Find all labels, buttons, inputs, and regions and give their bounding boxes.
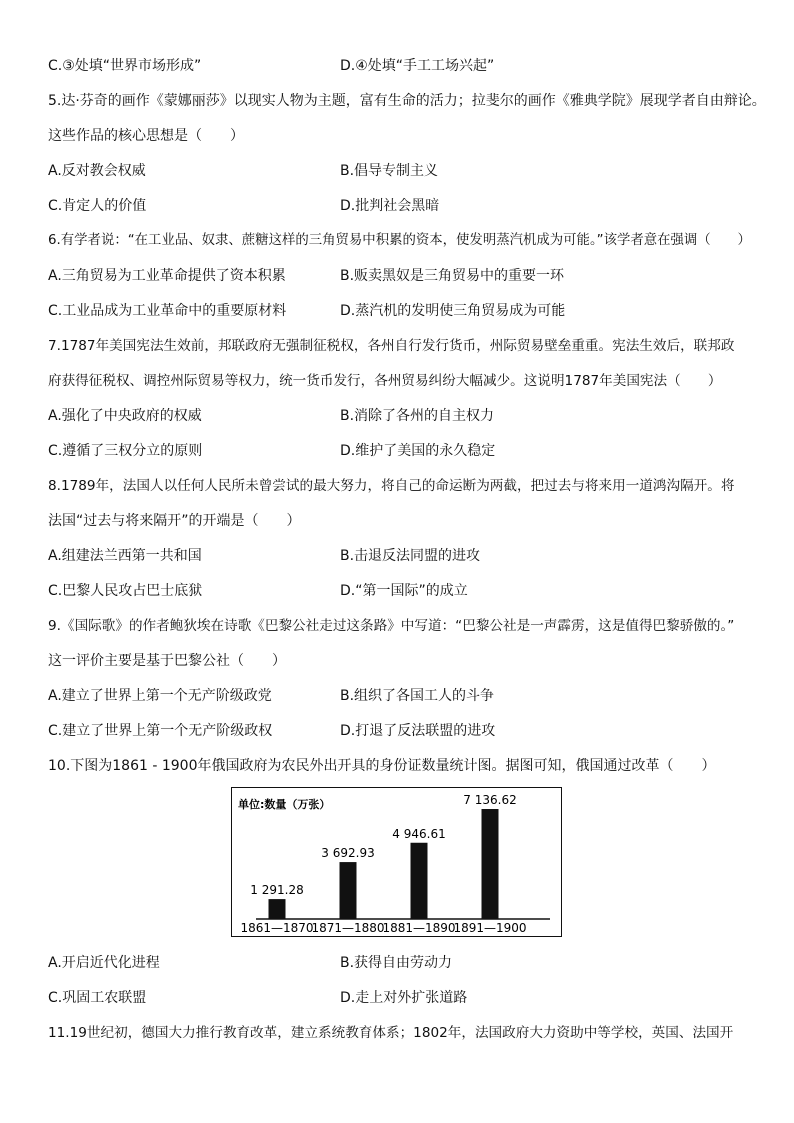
- q8-stem-line2: 法国“过去与将来隔开”的开端是（ ）: [48, 513, 301, 529]
- chart-value-label-4: 7 136.62: [463, 793, 517, 807]
- q7-option-a: A.强化了中央政府的权威: [48, 408, 202, 424]
- q9-stem-line2: 这一评价主要是基于巴黎公社（ ）: [48, 653, 286, 669]
- q9-option-b: B.组织了各国工人的斗争: [340, 688, 495, 704]
- q7-stem-line1: 7.1787年美国宪法生效前，邦联政府无强制征税权，各州自行发行货币，州际贸易壁垒重重。宪法生效后，联邦政: [48, 338, 735, 354]
- q10-stem-line1: 10.下图为1861 - 1900年俄国政府为农民外出开具的身份证数量统计图。据图可知，俄国通过改革（ ）: [48, 758, 716, 774]
- chart-value-label-3: 4 946.61: [392, 826, 446, 841]
- chart-category-label-2: 1871—1880: [311, 921, 385, 935]
- q4-option-d: D.④处填“手工工场兴起”: [340, 58, 495, 74]
- q6-stem-line1: 6.有学者说：“在工业品、奴隶、蔗糖这样的三角贸易中积累的资本，使发明蒸汽机成为可能。”该学者意在强调（ ）: [48, 233, 751, 248]
- q8-option-d: D.“第一国际”的成立: [340, 583, 468, 599]
- q8-option-a: A.组建法兰西第一共和国: [48, 548, 202, 564]
- q7-option-b: B.消除了各州的自主权力: [340, 408, 495, 424]
- q5-option-a: A.反对教会权威: [48, 163, 146, 179]
- chart-bar-1: [269, 899, 286, 919]
- chart-value-label-2: 3 692.93: [321, 846, 375, 861]
- q5-option-b: B.倡导专制主义: [340, 163, 439, 179]
- q5-option-c: C.肯定人的价值: [48, 198, 147, 214]
- q10-option-d: D.走上对外扩张道路: [340, 990, 468, 1006]
- id-card-bar-chart: [232, 788, 560, 935]
- q10-option-c: C.巩固工农联盟: [48, 990, 147, 1006]
- q7-option-d: D.维护了美国的永久稳定: [340, 443, 496, 459]
- q9-option-a: A.建立了世界上第一个无产阶级政党: [48, 688, 272, 704]
- chart-category-label-4: 1891—1900: [453, 921, 527, 935]
- chart-bar-4: [482, 809, 499, 919]
- q10-option-b: B.获得自由劳动力: [340, 955, 453, 971]
- q11-stem-line1: 11.19世纪初，德国大力推行教育改革，建立系统教育体系；1802年，法国政府大力资助中等学校，英国、法国开: [48, 1025, 734, 1041]
- chart-bar-2: [340, 862, 357, 919]
- q4-option-c: C.③处填“世界市场形成”: [48, 58, 202, 74]
- chart-category-label-3: 1881—1890: [382, 921, 456, 935]
- q9-stem-line1: 9.《国际歌》的作者鲍狄埃在诗歌《巴黎公社走过这条路》中写道：“巴黎公社是一声霹雳，这是值得巴黎骄傲的。”: [48, 618, 735, 634]
- q8-stem-line1: 8.1789年，法国人以任何人民所未曾尝试的最大努力，将自己的命运断为两截，把过去与将来用一道鸿沟隔开。将: [48, 478, 735, 494]
- id-card-chart: [231, 787, 562, 937]
- chart-unit-label: 单位:数量（万张）: [238, 798, 331, 811]
- chart-value-label-1: 1 291.28: [250, 883, 304, 898]
- q6-option-b: B.贩卖黑奴是三角贸易中的重要一环: [340, 268, 565, 284]
- q9-option-c: C.建立了世界上第一个无产阶级政权: [48, 723, 273, 739]
- q10-option-a: A.开启近代化进程: [48, 955, 160, 971]
- q5-stem-line1: 5.达·芬奇的画作《蒙娜丽莎》以现实人物为主题，富有生命的活力；拉斐尔的画作《雅典学院》展现学者自由辩论。: [48, 93, 766, 109]
- q6-option-a: A.三角贸易为工业革命提供了资本积累: [48, 268, 286, 284]
- chart-bar-3: [411, 843, 428, 919]
- q7-option-c: C.遵循了三权分立的原则: [48, 443, 203, 459]
- q8-option-b: B.击退反法同盟的进攻: [340, 548, 481, 564]
- q6-option-d: D.蒸汽机的发明使三角贸易成为可能: [340, 303, 566, 319]
- q5-stem-line2: 这些作品的核心思想是（ ）: [48, 128, 244, 144]
- q5-option-d: D.批判社会黑暗: [340, 198, 440, 214]
- q7-stem-line2: 府获得征税权、调控州际贸易等权力，统一货币发行，各州贸易纠纷大幅减少。这说明1787年美国宪法（ ）: [48, 373, 722, 389]
- q8-option-c: C.巴黎人民攻占巴士底狱: [48, 583, 203, 599]
- chart-category-label-1: 1861—1870: [240, 921, 314, 935]
- q6-option-c: C.工业品成为工业革命中的重要原材料: [48, 303, 287, 319]
- q9-option-d: D.打退了反法联盟的进攻: [340, 723, 496, 739]
